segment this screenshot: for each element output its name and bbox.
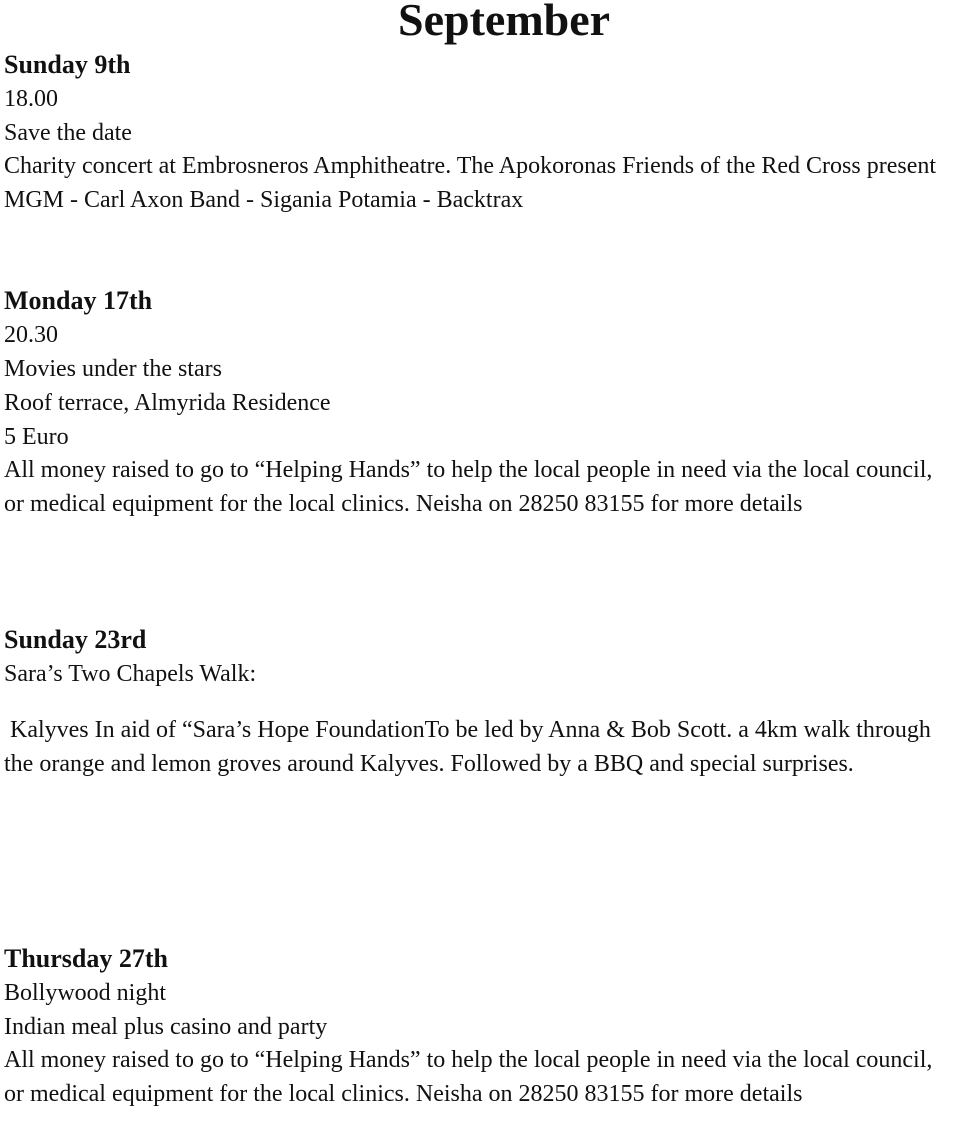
event-time: 20.30 [4, 322, 58, 348]
event-thursday-27th [4, 942, 954, 1111]
event-time: 18.00 [4, 86, 58, 112]
event-headline: Movies under the stars [4, 356, 222, 382]
event-description: All money raised to go to “Helping Hands” to help the local people in need via the local council, or medical equipment for the local clinics. Neisha on 28250 83155 for more details [4, 1047, 933, 1107]
event-sunday-23rd [4, 623, 954, 781]
event-description: All money raised to go to “Helping Hands” to help the local people in need via the local council, or medical equipment for the local clinics. Neisha on 28250 83155 for more details [4, 457, 933, 517]
event-description: Charity concert at Embrosneros Amphitheatre. The Apokoronas Friends of the Red Cross present MGM - Carl Axon Band - Sigania Potamia - Backtrax [4, 153, 937, 213]
event-description: Kalyves In aid of “Sara’s Hope FoundationTo be led by Anna & Bob Scott. a 4km walk through the orange and lemon groves around Kalyves. Followed by a BBQ and special surprises. [4, 717, 931, 777]
event-venue: Roof terrace, Almyrida Residence [4, 390, 331, 416]
event-day: Monday 17th [4, 286, 153, 315]
event-monday-17th [4, 284, 954, 521]
event-day: Sunday 23rd [4, 625, 147, 654]
event-sunday-9th [4, 48, 954, 217]
event-headline: Save the date [4, 120, 132, 146]
event-day: Thursday 27th [4, 944, 168, 973]
spacer [4, 691, 954, 714]
event-day: Sunday 9th [4, 50, 131, 79]
event-headline: Sara’s Two Chapels Walk: [4, 661, 257, 687]
event-headline: Bollywood night [4, 980, 167, 1006]
event-price: 5 Euro [4, 424, 69, 450]
event-subheadline: Indian meal plus casino and party [4, 1014, 328, 1040]
page-title: September [398, 0, 611, 45]
